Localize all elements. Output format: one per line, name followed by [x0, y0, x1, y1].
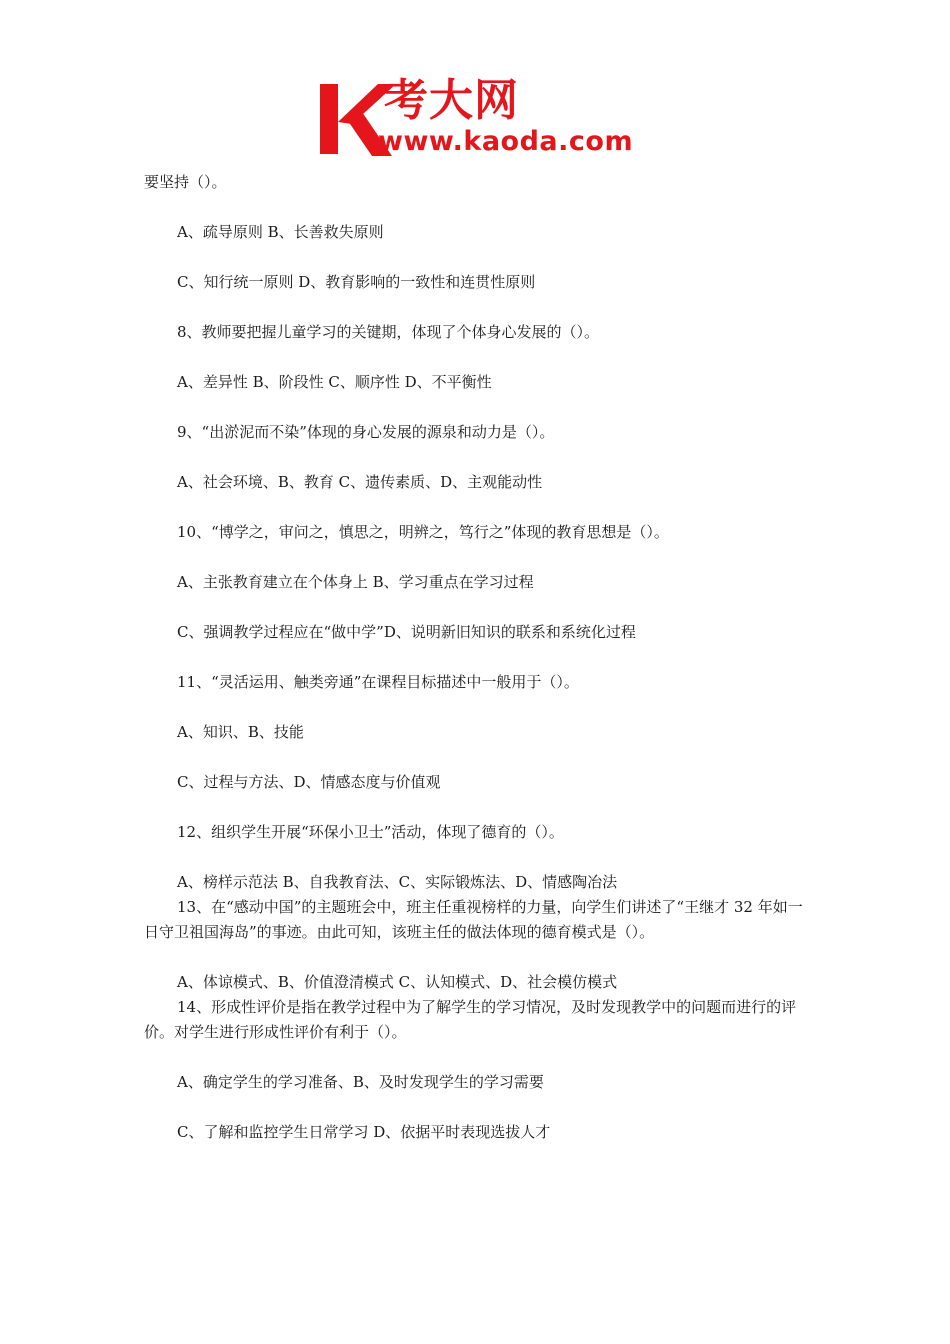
question-7-options-ab: A、疏导原则 B、长善救失原则 [177, 223, 384, 241]
question-9-options: A、社会环境、B、教育 C、遗传素质、D、主观能动性 [177, 473, 543, 491]
question-10: 10、“博学之，审问之，慎思之，明辨之，笃行之”体现的教育思想是（）。 [177, 523, 669, 541]
logo-brand-text: 考大网 [384, 75, 519, 126]
question-13-options: A、体谅模式、B、价值澄清模式 C、认知模式、D、社会模仿模式 [177, 973, 618, 991]
question-11: 11、“灵活运用、触类旁通”在课程目标描述中一般用于（）。 [177, 673, 579, 691]
question-12: 12、组织学生开展“环保小卫士”活动，体现了德育的（）。 [177, 823, 564, 841]
question-10-options-ab: A、主张教育建立在个体身上 B、学习重点在学习过程 [177, 573, 534, 591]
question-13: 13、在“感动中国”的主题班会中，班主任重视榜样的力量，向学生们讲述了“王继才 32 年如一日守卫祖国海岛”的事迹。由此可知，该班主任的做法体现的德育模式是（）。 [144, 898, 803, 941]
question-11-options-cd: C、过程与方法、D、情感态度与价值观 [177, 773, 441, 791]
question-continuation: 要坚持（）。 [144, 173, 227, 191]
question-14-options-ab: A、确定学生的学习准备、B、及时发现学生的学习需要 [177, 1073, 544, 1091]
question-10-options-cd: C、强调教学过程应在“做中学”D、说明新旧知识的联系和系统化过程 [177, 623, 636, 641]
question-8: 8、教师要把握儿童学习的关键期，体现了个体身心发展的（）。 [177, 323, 600, 341]
question-12-options: A、榜样示范法 B、自我教育法、C、实际锻炼法、D、情感陶冶法 [177, 873, 618, 891]
document-body [144, 170, 808, 1145]
question-14-options-cd: C、了解和监控学生日常学习 D、依据平时表现选拔人才 [177, 1123, 551, 1141]
question-7-options-cd: C、知行统一原则 D、教育影响的一致性和连贯性原则 [177, 273, 536, 291]
question-8-options: A、差异性 B、阶段性 C、顺序性 D、不平衡性 [177, 373, 492, 391]
logo-url-text: www.kaoda.com [378, 126, 634, 157]
question-9: 9、“出淤泥而不染”体现的身心发展的源泉和动力是（）。 [177, 423, 555, 441]
question-14: 14、形成性评价是指在教学过程中为了解学生的学习情况，及时发现教学中的问题而进行的评价。对学生进行形成性评价有利于（）。 [144, 998, 797, 1041]
kaoda-logo [316, 75, 641, 160]
question-11-options-ab: A、知识、B、技能 [177, 723, 304, 741]
